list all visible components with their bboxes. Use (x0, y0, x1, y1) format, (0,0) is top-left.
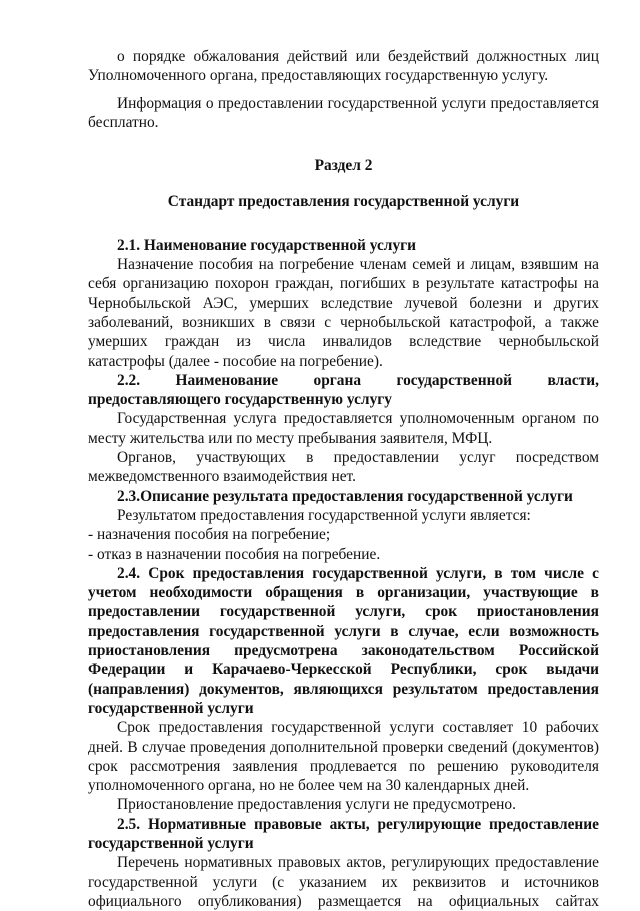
heading-2-2-word: Наименование (175, 371, 279, 389)
agencies-word: услуг (459, 449, 496, 467)
paragraph-2-2-agencies-line1 (88, 448, 599, 467)
heading-2-3: 2.3.Описание результата предоставления государственной услуги (117, 487, 573, 505)
paragraph-2-5: Перечень нормативных правовых актов, регулирующих предоставление государственной услуги (с указанием их реквизитов и источников официального опубликования) размещается на официальных сайтах (88, 854, 599, 910)
heading-2-5: 2.5. Нормативные правовые акты, регулирующие предоставление государственной услуги (88, 815, 599, 852)
heading-2-2-line1 (88, 371, 599, 390)
agencies-word: в (306, 449, 314, 467)
paragraph-2-2-agencies-line2: межведомственного взаимодействия нет. (88, 468, 356, 486)
paragraph-free-info: Информация о предоставлении государственной услуги предоставляется бесплатно. (88, 94, 599, 131)
agencies-word: посредством (515, 449, 599, 467)
heading-2-2-word: органа (313, 371, 362, 389)
heading-2-2-word: государственной (396, 371, 513, 389)
paragraph-2-2-authority: Государственная услуга предоставляется уполномоченным органом по месту жительства или по месту пребывания заявителя, МФЦ. (88, 410, 599, 447)
document-body (88, 47, 599, 911)
section-number: Раздел 2 (314, 157, 373, 175)
paragraph-2-4-suspension: Приостановление предоставления услуги не предусмотрено. (117, 796, 516, 814)
paragraph-2-4-term: Срок предоставления государственной услуги составляет 10 рабочих дней. В случае проведения дополнительной проверки сведений (документов) срок рассмотрения заявления продлевается по решению руководителя уполномоченного органа, но не более чем на 30 календарных дней. (88, 719, 599, 795)
list-item-result: - назначения пособия на погребение; (88, 526, 331, 544)
heading-2-1: 2.1. Наименование государственной услуги (117, 236, 416, 254)
heading-2-2-line2: предоставляющего государственную услугу (88, 391, 392, 409)
heading-2-4: 2.4. Срок предоставления государственной услуги, в том числе с учетом необходимости обращения в организации, участвующие в предоставлении государственной услуги, срок приостановления предоставления государственной услуги в случае, если возможность приостановления предусмотрена законодательством Российской Федерации и Карачаево-Черкесской Республики, срок выдачи (направления) документов, являющихся результатом предоставления государственной услуги (88, 564, 599, 717)
heading-2-2-word: власти, (547, 371, 599, 389)
paragraph-2-3-intro: Результатом предоставления государственной услуги является: (117, 506, 531, 524)
list-item-result: - отказ в назначении пособия на погребение. (88, 545, 381, 563)
agencies-word: участвующих (196, 449, 286, 467)
agencies-word: Органов, (117, 449, 176, 467)
heading-2-2-word: 2.2. (117, 371, 141, 389)
agencies-word: предоставлении (333, 449, 440, 467)
paragraph-2-1: Назначение пособия на погребение членам семей и лицам, взявшим на себя организацию похорон граждан, погибших в результате катастрофы на Чернобыльской АЭС, умерших вследствие лучевой болезни и других заболеваний, возникших в связи с чернобыльской катастрофой, а также умерших граждан из числа инвалидов вследствие чернобыльской катастрофы (далее - пособие на погребение). (88, 256, 599, 370)
section-title: Стандарт предоставления государственной услуги (167, 193, 520, 211)
paragraph-appeal-procedure: о порядке обжалования действий или бездействий должностных лиц Уполномоченного органа, предоставляющих государственную услугу. (88, 48, 599, 85)
